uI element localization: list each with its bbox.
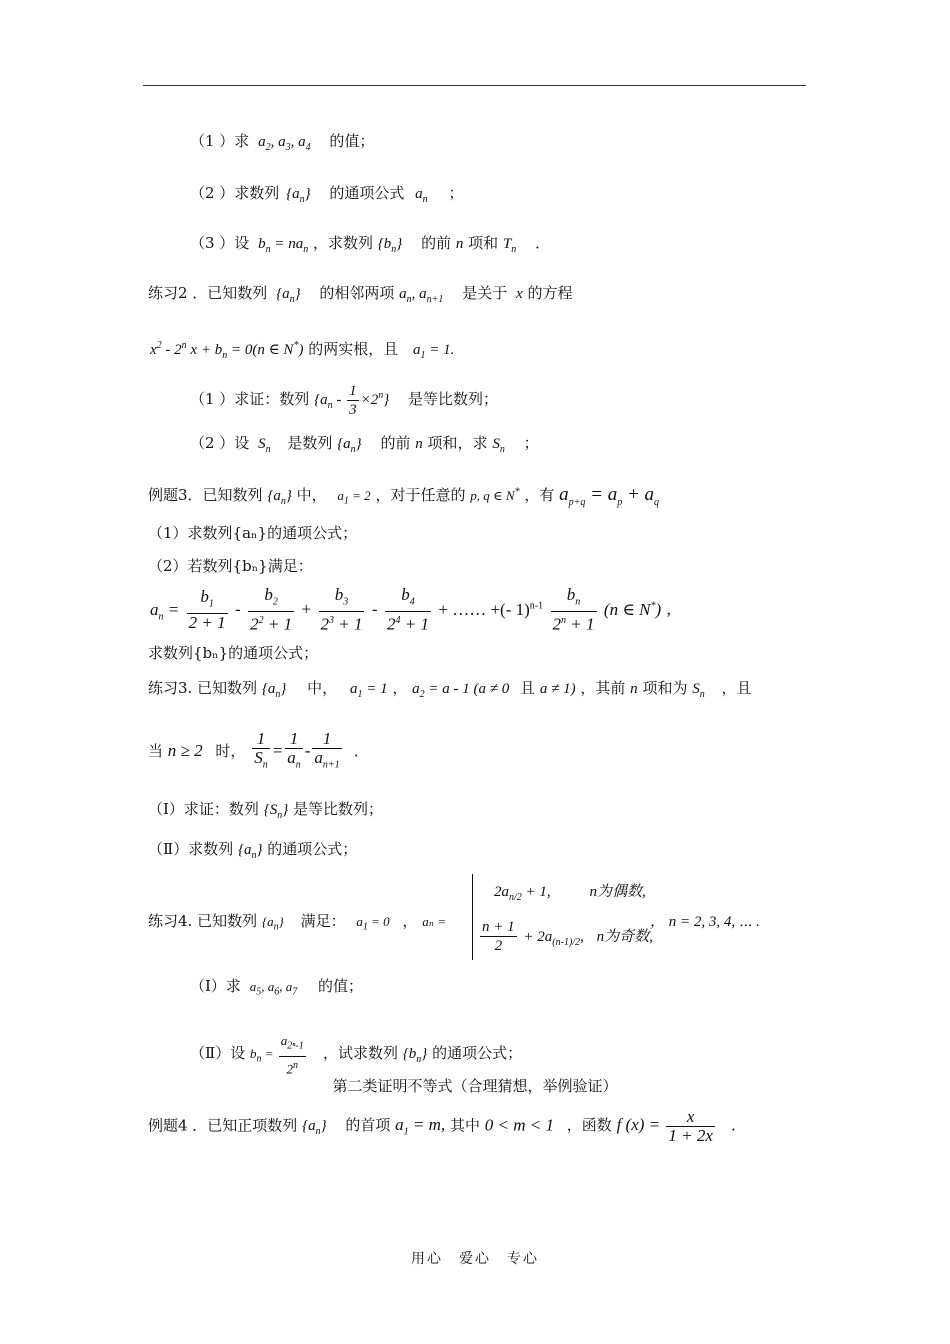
ex2-eq-tail: 的两实根，且 <box>308 340 399 358</box>
eg4-label: 例题4 ．已知正项数列 <box>148 1116 298 1135</box>
pr3-q1-line <box>148 798 383 821</box>
fraction-b2: $\frac{b_2}{2^2 + 1}$ <box>250 585 293 635</box>
ex2-q2-S: $S_n$ <box>258 436 271 455</box>
pr3-q2-label: （Ⅱ）求数列 <box>148 840 234 858</box>
pr4-q1-label: （Ⅰ）求 <box>190 977 241 995</box>
q1-label: （1 ）求 <box>190 132 250 150</box>
pr3-a2: $a_2 = a - 1$ (a ≠ 0 <box>412 681 510 700</box>
pr4-q1-tail: 的值； <box>318 977 364 995</box>
ex2-seq: $\{a_n\}$ <box>276 286 301 305</box>
ex2-eq: $x^2 - 2^n$ $x + b_n = 0(n$ ∈ N*) <box>150 340 304 361</box>
eg4-cond: 0 < m < 1 <box>484 1115 554 1135</box>
pr4-q2-bn: $b_n$ = $\frac{a_{2^n-1}}{2^n}$ <box>249 1033 304 1076</box>
eg3-a1: $a_1 = 2$ <box>337 488 371 507</box>
q3-mid3: 项和 <box>468 234 499 252</box>
eg4-f: f (x) = $\frac{x}{1 + 2x}$ <box>616 1107 713 1145</box>
pr3-S: $S_n$ <box>692 681 705 700</box>
ex2-q2-label: （2 ）设 <box>190 434 250 452</box>
pr3-seq: $\{a_n\}$ <box>261 681 287 700</box>
ex2-a1: $a_1 = 1$. <box>413 342 455 361</box>
q2-mid: 的通项公式 <box>329 184 405 202</box>
eg4-tail: ． <box>731 1116 747 1135</box>
q2-label: （2 ）求数列 <box>190 184 280 202</box>
fraction-b4: $\frac{b_4}{2^4 + 1}$ <box>386 585 429 635</box>
fraction-a-2n-1: $\frac{a_{2^n-1}}{2^n}$ <box>280 1033 304 1076</box>
pr3-a1: $a_1 = 1$ <box>349 681 388 700</box>
q3-mid: ，求数列 <box>313 234 374 252</box>
pr3-comma: ， <box>392 679 408 697</box>
ex2-q2-mid: 是数列 <box>287 434 333 452</box>
pr3-q2-seq: $\{a_n\}$ <box>237 842 263 861</box>
eg3-pq: p, q ∈ N* <box>470 486 520 503</box>
ex2-q1-expr: {$a_n$ - $\frac{1}{3}$ $\times 2^n$} <box>314 383 390 418</box>
pr3-eq: $\frac{1}{S_n}$ = $\frac{1}{a_n}$ - $\frac{1}{a_{n+1}}$ <box>250 741 348 760</box>
eg4-a1: $a_1 = m$, <box>395 1115 446 1138</box>
pr4-q2-seq: $\{b_n\}$ <box>402 1045 428 1065</box>
eg3-formula-lhs: $a_n$ = <box>150 599 180 622</box>
ex2-q2-line <box>190 432 539 455</box>
footer: 用心 爱心 专心 <box>411 1251 539 1267</box>
pr4-q2-line <box>190 1032 522 1078</box>
pr4-case1-cond: n为偶数, <box>589 884 646 900</box>
ex2-terms: $a_n$, $a_{n+1}$ <box>399 286 444 305</box>
section-title: 第二类证明不等式（合理猜想，举例验证） <box>332 1077 618 1095</box>
q3-eq: $b_n = na_n$ <box>258 236 309 255</box>
pr3-q1-label: （Ⅰ）求证：数列 <box>148 800 259 818</box>
fraction-1-an1: $\frac{1}{a_{n+1}}$ <box>314 729 340 771</box>
pr3-eq-tail: ． <box>353 742 369 761</box>
pr4-q1-line <box>190 975 363 998</box>
q3-tail: ． <box>535 234 551 252</box>
ex2-q2-n: n <box>415 436 423 452</box>
pr4-range <box>650 910 760 931</box>
q2-an: $a_n$ <box>415 186 428 205</box>
pr4-range-text: ， n = 2, 3, 4, ⋯ . <box>650 914 760 930</box>
q3-mid2: 的前 <box>421 234 452 252</box>
eg4-seq: $\{a_n\}$ <box>302 1118 327 1138</box>
eg3-q2: （2）若数列{bₙ}满足： <box>148 557 313 575</box>
pr4-a1: $a_1 = 0$ <box>356 914 390 933</box>
eg3-seq: $\{a_n\}$ <box>267 488 292 507</box>
fraction-1-Sn: $\frac{1}{S_n}$ <box>254 729 268 771</box>
q2-line <box>190 182 463 205</box>
pr4-q2-tail: 的通项公式； <box>432 1043 523 1062</box>
cases-brace <box>472 874 473 960</box>
ex2-q1-line <box>190 382 498 419</box>
pr3-cond2: n ≥ 2 <box>167 741 203 761</box>
q3-T: $T_n$ <box>502 236 517 255</box>
pr4-seq: $\{a_n\}$ <box>261 914 284 933</box>
q1-terms: $a_2$, $a_3$, $a_4$ <box>258 134 311 153</box>
pr4-q2-label: （Ⅱ）设 <box>190 1043 246 1062</box>
pr3-tail: ，且 <box>721 679 752 697</box>
pr3-cond: a ≠ 1) <box>539 681 576 697</box>
eg3-formula: $a_n$ = $\frac{b_1}{2 + 1}$ - $\frac{b_2}{2^2 + 1}$ + $\frac{b_3}{2^3 + 1}$ - $\frac{b_4}{2^4 + 1}$ + …… +(- 1)$^{n-1}$ $\frac{b_n}{2^n + 1}$ (n ∈ N*) , <box>150 585 671 635</box>
pr3-and: 且 <box>520 679 536 697</box>
eg3-mid2: ，对于任意的 <box>375 486 466 504</box>
pr3-mid2: ，其前 <box>580 679 626 697</box>
eg3-mid3: ，有 <box>524 486 555 504</box>
fraction-b1: $\frac{b_1}{2 + 1}$ <box>188 586 226 633</box>
fraction-n-plus-1: $\frac{n + 1}{2}$ <box>482 919 515 954</box>
pr4-an: aₙ = <box>422 914 447 929</box>
ex2-q2-S2: $S_n$ <box>492 436 505 455</box>
eg4-mid: 的首项 <box>345 1116 391 1135</box>
ex2-eq-line <box>150 338 454 361</box>
eg4-line <box>148 1108 746 1145</box>
fraction-b3: $\frac{b_3}{2^3 + 1}$ <box>320 585 363 635</box>
pr3-mid: 中， <box>307 679 338 697</box>
ex2-q1-tail: 是等比数列； <box>408 389 499 408</box>
eg4-mid2: 其中 <box>449 1116 480 1135</box>
pr3-when: 当 <box>148 742 164 761</box>
ex2-q2-mid2: 的前 <box>380 434 411 452</box>
ex2-mid: 的相邻两项 <box>319 284 395 302</box>
eg3-mid: 中， <box>296 486 327 504</box>
fraction-1-an: $\frac{1}{a_n}$ <box>287 729 301 771</box>
pr3-when2: 时， <box>215 742 246 761</box>
q2-seq: $\{a_n\}$ <box>286 186 311 205</box>
eg3-q1: （1）求数列{aₙ}的通项公式； <box>148 524 358 542</box>
pr4-case2-cond: n为奇数, <box>596 928 653 945</box>
pr4-comma: ， <box>402 912 418 930</box>
ex2-tail: 的方程 <box>527 284 573 302</box>
pr4-q2-mid: ，试求数列 <box>323 1043 399 1062</box>
ex2-line <box>148 282 572 305</box>
fraction-x-over-1-2x: $\frac{x}{1 + 2x}$ <box>668 1107 713 1145</box>
eg3-q2-tail: 求数列{bₙ}的通项公式； <box>148 644 319 662</box>
pr4-q1-terms: $a_5$, $a_6$, $a_7$ <box>249 979 298 998</box>
ex2-mid2: 是关于 <box>462 284 508 302</box>
pr3-label: 练习3. 已知数列 <box>148 679 258 697</box>
pr4-case2: $\frac{n + 1}{2}$ + $2a_{(n-1)/2}$, n为奇数, <box>482 919 653 954</box>
q3-seq: $\{b_n\}$ <box>377 236 403 255</box>
pr4-mid: 满足： <box>300 912 346 930</box>
pr4-case1: $2a_{n/2} + 1$, n为偶数, <box>494 884 646 903</box>
eg4-mid3: ，函数 <box>566 1116 612 1135</box>
pr4-line <box>148 910 446 933</box>
q3-line <box>190 232 550 255</box>
pr3-n: n <box>630 681 638 697</box>
pr3-q1-seq: $\{S_n\}$ <box>263 802 289 821</box>
pr3-q1-tail: 是等比数列； <box>293 800 384 818</box>
pr4-label: 练习4. 已知数列 <box>148 912 258 930</box>
q3-n: n <box>455 236 464 252</box>
one-third-fraction: $\frac{1}{3}$ <box>349 383 357 418</box>
q1-line <box>190 130 374 153</box>
pr3-q2-tail: 的通项公式； <box>267 840 358 858</box>
pr3-q2-line <box>148 838 357 861</box>
ex2-q2-tail: ； <box>523 434 539 452</box>
ex2-label: 练习2 ．已知数列 <box>148 284 268 302</box>
pr3-mid3: 项和为 <box>642 679 688 697</box>
pr3-cond-line <box>148 730 369 774</box>
q3-label: （3 ）设 <box>190 234 250 252</box>
eg3-eq: $a_{p+q} = a_p + a_q$ <box>559 484 660 508</box>
ex2-q2-mid3: 项和，求 <box>427 434 488 452</box>
q1-tail: 的值； <box>329 132 375 150</box>
pr3-line <box>148 677 752 700</box>
eg3-label: 例题3．已知数列 <box>148 486 263 504</box>
q2-tail: ； <box>448 184 464 202</box>
fraction-bn: $\frac{b_n}{2^n + 1}$ <box>552 585 595 635</box>
ex2-q1-label: （1 ）求证：数列 <box>190 389 310 408</box>
header-rule <box>143 85 806 86</box>
eg3-line <box>148 484 659 508</box>
ex2-q2-seq: $\{a_n\}$ <box>337 436 362 455</box>
ex2-x: x <box>516 286 523 302</box>
